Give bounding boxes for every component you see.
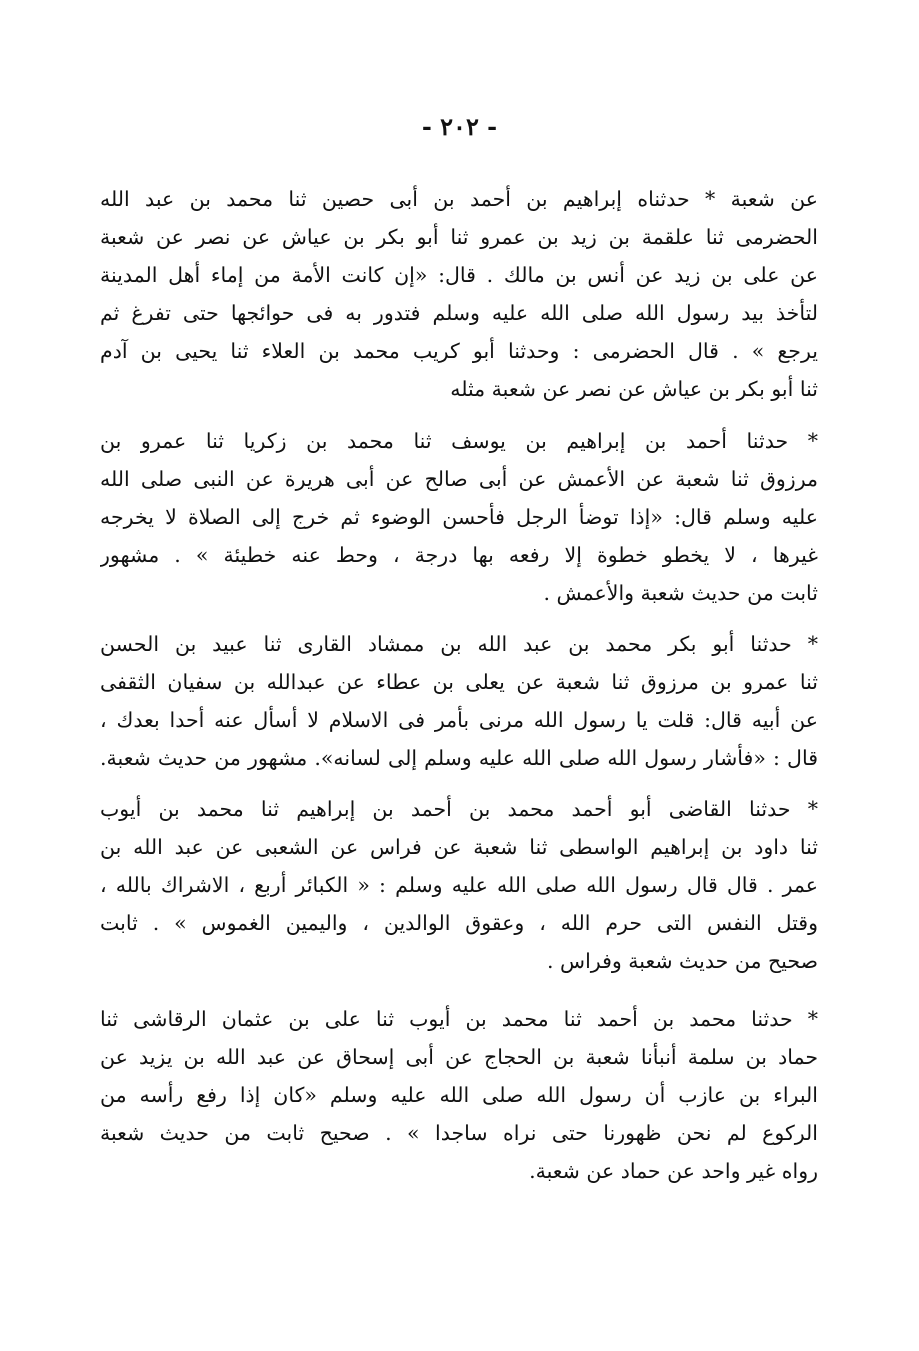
text-line: ثنا عمرو بن مرزوق ثنا شعبة عن يعلى بن عطاء عن عبدالله بن سفيان الثقفى: [100, 670, 818, 694]
text-line: عمر . قال قال رسول الله صلى الله عليه وسلم : « الكبائر أربع ، الاشراك بالله ،: [100, 873, 818, 897]
text-line: * حدثنا أبو بكر محمد بن عبد الله بن ممشاد القارى ثنا عبيد بن الحسن: [100, 632, 818, 656]
text-line: * حدثنا محمد بن أحمد ثنا محمد بن أيوب ثنا على بن عثمان الرقاشى ثنا: [100, 1007, 818, 1031]
text-line: * حدثنا القاضى أبو أحمد محمد بن أحمد بن إبراهيم ثنا محمد بن أيوب: [100, 797, 818, 821]
text-line: حماد بن سلمة أنبأنا شعبة بن الحجاج عن أبى إسحاق عن عبد الله بن يزيد عن: [100, 1045, 818, 1069]
text-line: صحيح من حديث شعبة وفراس .: [547, 949, 818, 973]
text-line: ثنا داود بن إبراهيم الواسطى ثنا شعبة عن فراس عن الشعبى عن عبد الله بن: [100, 835, 818, 859]
text-line: عن أبيه قال: قلت يا رسول الله مرنى بأمر فى الاسلام لا أسأل عنه أحدا بعدك ،: [100, 708, 818, 732]
text-line: ثابت من حديث شعبة والأعمش .: [543, 581, 818, 605]
text-line: لتأخذ بيد رسول الله صلى الله عليه وسلم فتدور به فى حوائجها حتى تفرغ ثم: [100, 301, 818, 325]
paragraph-5: [100, 1000, 818, 1190]
text-line: عن على بن زيد عن أنس بن مالك . قال: «إن كانت الأمة من إماء أهل المدينة: [100, 263, 818, 287]
text-line: غيرها ، لا يخطو خطوة إلا رفعه بها درجة ، وحط عنه خطيئة » . مشهور: [100, 543, 818, 567]
page-number: - ٢٠٢ -: [421, 112, 498, 141]
text-line: وقتل النفس التى حرم الله ، وعقوق الوالدين ، واليمين الغموس » . ثابت: [100, 911, 818, 935]
text-line: الحضرمى ثنا علقمة بن زيد بن عمرو ثنا أبو بكر بن عياش عن نصر عن شعبة: [100, 225, 818, 249]
text-line: رواه غير واحد عن حماد عن شعبة.: [529, 1159, 818, 1183]
text-line: ثنا أبو بكر بن عياش عن نصر عن شعبة مثله: [450, 377, 818, 401]
text-line: عليه وسلم قال: «إذا توضأ الرجل فأحسن الوضوء ثم خرج إلى الصلاة لا يخرجه: [100, 505, 818, 529]
text-line: * حدثنا أحمد بن إبراهيم بن يوسف ثنا محمد بن زكريا ثنا عمرو بن: [100, 429, 818, 453]
paragraph-3: [100, 625, 818, 777]
paragraph-4: [100, 790, 818, 980]
text-line: يرجع » . قال الحضرمى : وحدثنا أبو كريب محمد بن العلاء ثنا يحيى بن آدم: [100, 339, 818, 363]
text-line: عن شعبة * حدثناه إبراهيم بن أحمد بن أبى حصين ثنا محمد بن عبد الله: [100, 187, 818, 211]
text-line: البراء بن عازب أن رسول الله صلى الله عليه وسلم «كان إذا رفع رأسه من: [100, 1083, 818, 1107]
text-line: الركوع لم نحن ظهورنا حتى نراه ساجدا » . صحيح ثابت من حديث شعبة: [100, 1121, 818, 1145]
text-line: مرزوق ثنا شعبة عن الأعمش عن أبى صالح عن أبى هريرة عن النبى صلى الله: [100, 467, 818, 491]
paragraph-2: [100, 422, 818, 612]
text-line: قال : «فأشار رسول الله صلى الله عليه وسلم إلى لسانه». مشهور من حديث شعبة.: [100, 746, 818, 770]
paragraph-1: [100, 180, 818, 408]
